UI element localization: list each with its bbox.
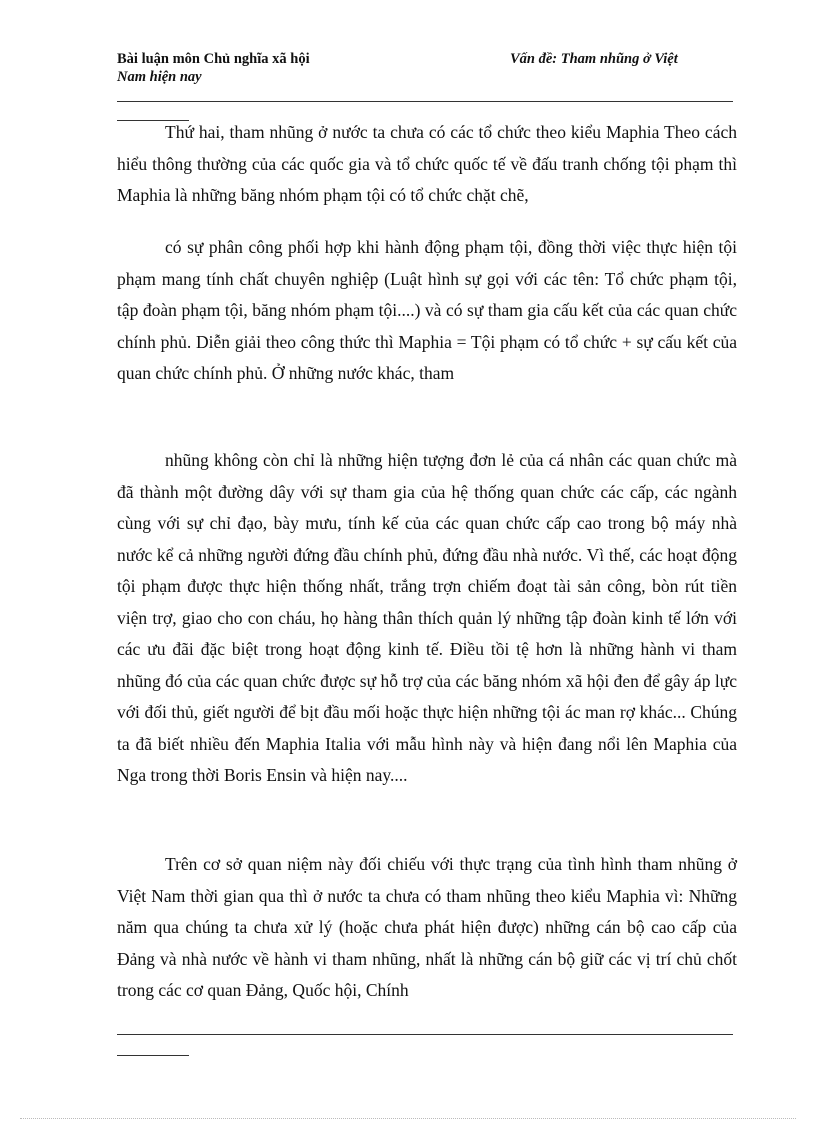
header-course-title-cont: Nam hiện nay: [117, 69, 202, 85]
header-course-title: Bài luận môn Chủ nghĩa xã hội: [117, 51, 310, 67]
footer-rule: [117, 1034, 733, 1035]
page-bottom-edge: [20, 1118, 796, 1119]
header-left: [117, 50, 310, 86]
paragraph-2: có sự phân công phối hợp khi hành động phạm tội, đồng thời việc thực hiện tội phạm mang tính chất chuyên nghiệp (Luật hình sự gọi với các tên: Tổ chức phạm tội, tập đoàn phạm tội, băng nhóm phạm tội....) và có sự tham gia cấu kết của các quan chức chính phủ. Diễn giải theo công thức thì Maphia = Tội phạm có tổ chức + sự cấu kết của quan chức chính phủ. Ở những nước khác, tham: [117, 237, 737, 383]
paragraph-4: Trên cơ sở quan niệm này đối chiếu với thực trạng của tình hình tham nhũng ở Việt Nam thời gian qua thì ở nước ta chưa có tham nhũng theo kiểu Maphia vì: Những năm qua chúng ta chưa xử lý (hoặc chưa phát hiện được) những cán bộ cao cấp của Đảng và nhà nước về hành vi tham nhũng, nhất là những cán bộ giữ các vị trí chủ chốt trong các cơ quan Đảng, Quốc hội, Chính: [117, 854, 737, 1000]
footer-rule-short: [117, 1055, 189, 1056]
paragraph-3: nhũng không còn chỉ là những hiện tượng đơn lẻ của cá nhân các quan chức mà đã thành một đường dây với sự tham gia của hệ thống quan chức các cấp, các ngành cùng với sự chỉ đạo, bày mưu, tính kế của các quan chức cấp cao trong bộ máy nhà nước kể cả những người đứng đầu chính phủ, đứng đầu nhà nước. Vì thế, các hoạt động tội phạm được thực hiện thống nhất, trắng trợn chiếm đoạt tài sản công, bòn rút tiền viện trợ, giao cho con cháu, họ hàng thân thích quản lý những tập đoàn kinh tế lớn với các ưu đãi đặc biệt trong hoạt động kinh tế. Điều tồi tệ hơn là những hành vi tham nhũng đó của các quan chức được sự hỗ trợ của các băng nhóm xã hội đen để gây áp lực với đối thủ, giết người để bịt đầu mối hoặc thực hiện những tội ác man rợ khác... Chúng ta đã biết nhiều đến Maphia Italia với mẫu hình này và hiện đang nổi lên Maphia của Nga trong thời Boris Ensin và hiện nay....: [117, 450, 737, 785]
header-topic: Vấn đề: Tham nhũng ở Việt: [510, 51, 678, 67]
header-rule: [117, 101, 733, 102]
paragraph-1: Thứ hai, tham nhũng ở nước ta chưa có các tổ chức theo kiểu Maphia Theo cách hiểu thông thường của các quốc gia và tổ chức quốc tế về đấu tranh chống tội phạm thì Maphia là những băng nhóm phạm tội có tổ chức chặt chẽ,: [117, 122, 737, 205]
